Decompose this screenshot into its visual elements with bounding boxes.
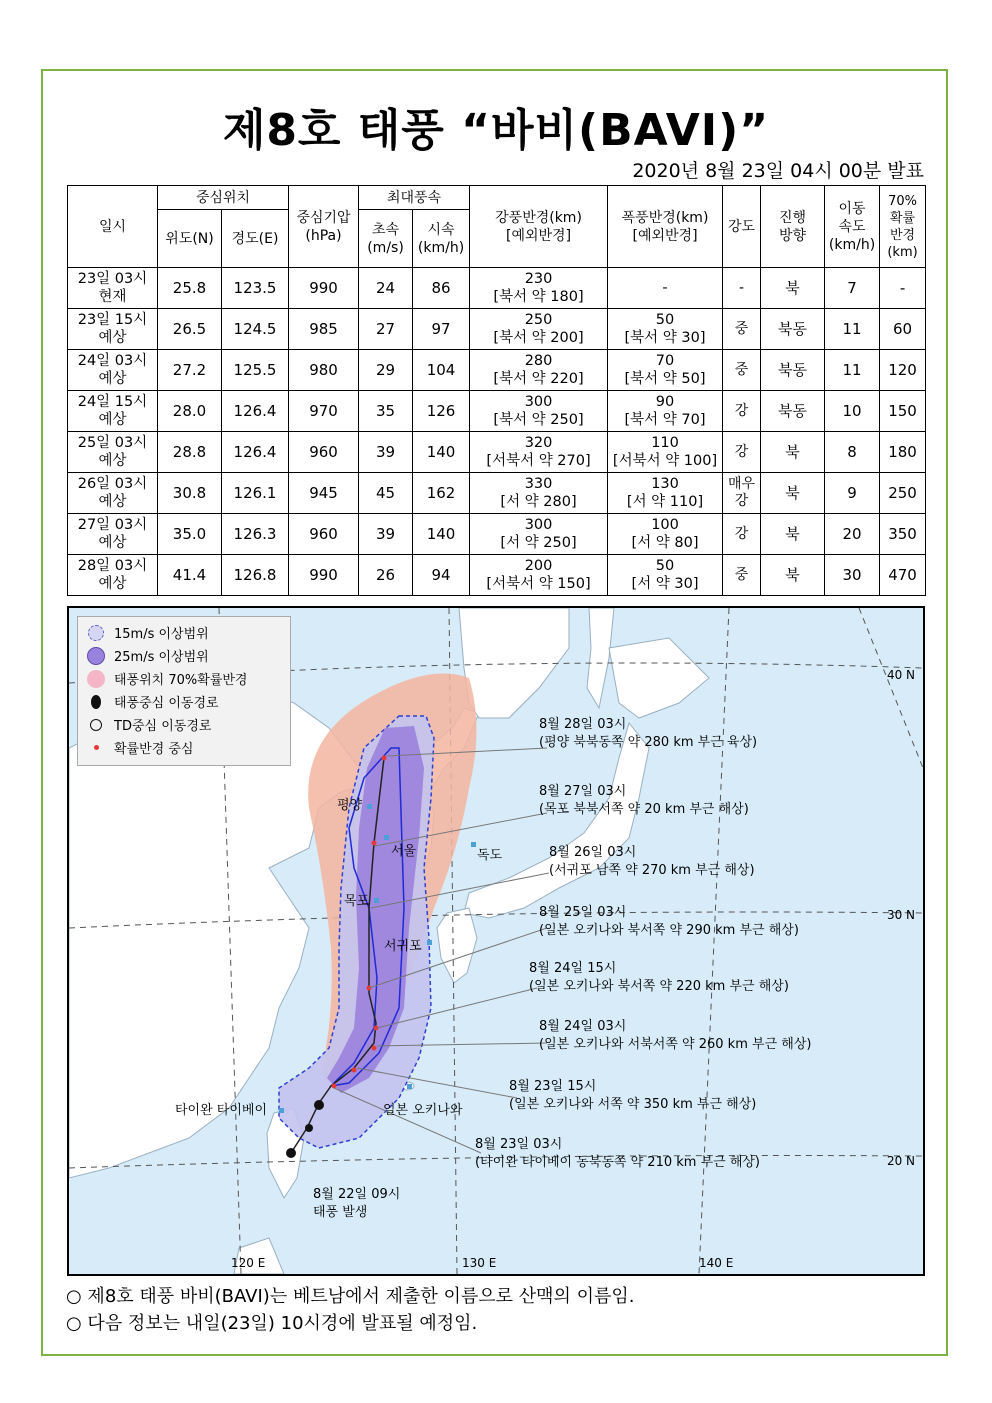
cell-lon: 126.4: [222, 391, 289, 432]
cell-p: 990: [289, 555, 359, 596]
annotation-date: 8월 23일 15시: [509, 1079, 597, 1094]
cell-lat: 28.8: [158, 432, 222, 473]
cell-spd: 10: [825, 391, 880, 432]
cell-lat: 30.8: [158, 473, 222, 514]
header-speed: 이동 속도 (km/h): [825, 186, 880, 268]
cell-lon: 126.1: [222, 473, 289, 514]
cell-lat: 41.4: [158, 555, 222, 596]
annotation-desc: (목포 북북서쪽 약 20 km 부근 해상): [539, 802, 749, 817]
table-row: [68, 391, 926, 432]
track-annotation: [539, 1018, 811, 1054]
cell-p: 990: [289, 268, 359, 309]
legend-label: 25m/s 이상범위: [114, 650, 209, 665]
header-prob-radius: 70% 확률 반경 (km): [880, 186, 926, 268]
typhoon-info-table: [67, 185, 926, 596]
land-russia: [459, 608, 569, 718]
cell-dir: 북동: [761, 350, 825, 391]
annotation-desc: (일본 오키나와 북서쪽 약 290 km 부근 해상): [539, 923, 799, 938]
lon-label-130: 130 E: [462, 1256, 497, 1270]
table-row: [68, 514, 926, 555]
legend-item: [84, 713, 284, 736]
track-annotation: [539, 716, 757, 752]
header-max-wind: 최대풍속: [359, 186, 470, 210]
cell-dir: 북: [761, 268, 825, 309]
header-direction: 진행 방향: [761, 186, 825, 268]
cell-ms: 26: [359, 555, 413, 596]
cell-spd: 9: [825, 473, 880, 514]
header-datetime: 일시: [68, 186, 158, 268]
header-pressure: 중심기압 (hPa): [289, 186, 359, 268]
cell-storm: 70 [북서 약 50]: [608, 350, 723, 391]
legend-item: [84, 667, 284, 690]
cell-ms: 45: [359, 473, 413, 514]
cell-strong: 300 [북서 약 250]: [470, 391, 608, 432]
place-okinawa: 일본 오키나와: [383, 1103, 463, 1118]
cell-ms: 24: [359, 268, 413, 309]
cell-kmh: 104: [413, 350, 470, 391]
cell-dt: 27일 03시 예상: [68, 514, 158, 555]
cell-dt: 24일 03시 예상: [68, 350, 158, 391]
annotation-date: 8월 26일 03시: [549, 845, 637, 860]
cell-strong: 320 [서북서 약 270]: [470, 432, 608, 473]
legend-item: [84, 621, 284, 644]
cell-dir: 북: [761, 432, 825, 473]
cell-spd: 30: [825, 555, 880, 596]
land-hokkaido: [609, 638, 709, 718]
lon-label-120: 120 E: [231, 1256, 266, 1270]
lat-label-40: 40 N: [886, 668, 915, 682]
cell-dir: 북동: [761, 391, 825, 432]
lat-label-20: 20 N: [886, 1154, 915, 1168]
annotation-date: 8월 22일 09시: [313, 1187, 401, 1202]
typhoon-symbol-icon: [91, 695, 101, 709]
annotation-date: 8월 23일 03시: [475, 1137, 563, 1152]
legend-item: [84, 690, 284, 713]
cell-lat: 28.0: [158, 391, 222, 432]
land-honshu: [464, 723, 649, 918]
page-title: 제8호 태풍 “바비(BAVI)”: [222, 105, 770, 156]
cell-int: 강: [723, 514, 761, 555]
cell-kmh: 126: [413, 391, 470, 432]
table-row: [68, 555, 926, 596]
typhoon-track-map: [67, 606, 925, 1276]
header-lat: 위도(N): [158, 210, 222, 268]
cell-spd: 8: [825, 432, 880, 473]
place-seogwipo: 서귀포: [384, 939, 422, 954]
annotation-desc: 태풍 발생: [313, 1205, 368, 1220]
cell-int: 중: [723, 350, 761, 391]
cell-lat: 25.8: [158, 268, 222, 309]
annotation-date: 8월 24일 03시: [539, 1019, 627, 1034]
lon-label-140: 140 E: [699, 1256, 734, 1270]
cell-prob: 120: [880, 350, 926, 391]
cell-prob: -: [880, 268, 926, 309]
cell-storm: 110 [서북서 약 100]: [608, 432, 723, 473]
note-2: ○ 다음 정보는 내일(23일) 10시경에 발표될 예정임.: [66, 1313, 478, 1334]
cell-dt: 28일 03시 예상: [68, 555, 158, 596]
header-center: 중심위치: [158, 186, 289, 210]
cell-spd: 20: [825, 514, 880, 555]
cell-prob: 60: [880, 309, 926, 350]
cell-dir: 북: [761, 473, 825, 514]
cell-kmh: 86: [413, 268, 470, 309]
cell-dir: 북동: [761, 309, 825, 350]
cell-int: 중: [723, 555, 761, 596]
cell-p: 970: [289, 391, 359, 432]
track-annotation: [509, 1078, 756, 1114]
annotation-desc: (서귀포 남쪽 약 270 km 부근 해상): [549, 863, 755, 878]
cell-strong: 250 [북서 약 200]: [470, 309, 608, 350]
track-annotation: [313, 1186, 400, 1222]
table-row: [68, 350, 926, 391]
cell-strong: 300 [서 약 250]: [470, 514, 608, 555]
header-lon: 경도(E): [222, 210, 289, 268]
legend-item: [84, 736, 284, 759]
cell-dt: 23일 15시 예상: [68, 309, 158, 350]
place-mokpo: 목포: [344, 894, 370, 909]
purple-circle-icon: [87, 647, 105, 665]
header-wind-kmh: 시속 (km/h): [413, 210, 470, 268]
annotation-desc: (일본 오키나와 서쪽 약 350 km 부근 해상): [509, 1097, 757, 1112]
pink-circle-icon: [87, 670, 105, 688]
cell-storm: 90 [북서 약 70]: [608, 391, 723, 432]
track-annotation: [529, 960, 789, 996]
map-legend: [77, 616, 291, 766]
cell-ms: 27: [359, 309, 413, 350]
cell-prob: 470: [880, 555, 926, 596]
td-symbol-icon: [90, 719, 102, 731]
cell-lat: 26.5: [158, 309, 222, 350]
cell-prob: 350: [880, 514, 926, 555]
cell-ms: 39: [359, 514, 413, 555]
cell-prob: 150: [880, 391, 926, 432]
annotation-desc: (일본 오키나와 서북서쪽 약 260 km 부근 해상): [539, 1037, 812, 1052]
track-annotation: [539, 783, 749, 819]
cell-storm: 130 [서 약 110]: [608, 473, 723, 514]
cell-storm: -: [608, 268, 723, 309]
cell-lat: 35.0: [158, 514, 222, 555]
annotation-date: 8월 27일 03시: [539, 784, 627, 799]
cell-int: 강: [723, 432, 761, 473]
cell-p: 980: [289, 350, 359, 391]
cell-lon: 125.5: [222, 350, 289, 391]
cell-dt: 23일 03시 현재: [68, 268, 158, 309]
cell-prob: 250: [880, 473, 926, 514]
cell-kmh: 94: [413, 555, 470, 596]
cell-strong: 280 [북서 약 220]: [470, 350, 608, 391]
cell-dt: 26일 03시 예상: [68, 473, 158, 514]
cell-spd: 11: [825, 309, 880, 350]
cell-dir: 북: [761, 555, 825, 596]
cell-ms: 39: [359, 432, 413, 473]
red-dot-icon: [94, 745, 99, 750]
place-dokdo: 독도: [477, 848, 503, 863]
place-seoul: 서울: [391, 844, 417, 859]
cell-storm: 100 [서 약 80]: [608, 514, 723, 555]
header-intensity: 강도: [723, 186, 761, 268]
table-row: [68, 309, 926, 350]
annotation-date: 8월 28일 03시: [539, 717, 627, 732]
legend-label: 태풍중심 이동경로: [114, 696, 219, 711]
annotation-date: 8월 24일 15시: [529, 961, 617, 976]
cell-int: 매우 강: [723, 473, 761, 514]
table-row: [68, 268, 926, 309]
cell-lon: 126.8: [222, 555, 289, 596]
cell-p: 985: [289, 309, 359, 350]
cell-ms: 35: [359, 391, 413, 432]
cell-kmh: 162: [413, 473, 470, 514]
cell-kmh: 140: [413, 514, 470, 555]
track-annotation: [539, 904, 799, 940]
track-annotation: [549, 844, 755, 880]
cell-strong: 200 [서북서 약 150]: [470, 555, 608, 596]
cell-lon: 123.5: [222, 268, 289, 309]
cell-kmh: 140: [413, 432, 470, 473]
cell-lon: 126.4: [222, 432, 289, 473]
table-row: [68, 473, 926, 514]
legend-item: [84, 644, 284, 667]
cell-p: 960: [289, 432, 359, 473]
cell-p: 945: [289, 473, 359, 514]
header-storm-radius: 폭풍반경(km) [예외반경]: [608, 186, 723, 268]
cell-int: 중: [723, 309, 761, 350]
cell-dir: 북: [761, 514, 825, 555]
cell-kmh: 97: [413, 309, 470, 350]
light-circle-icon: [88, 625, 104, 641]
cell-strong: 230 [북서 약 180]: [470, 268, 608, 309]
cell-storm: 50 [북서 약 30]: [608, 309, 723, 350]
notes: [66, 1283, 635, 1337]
cell-int: -: [723, 268, 761, 309]
track-annotation: [475, 1136, 760, 1172]
cell-dt: 24일 15시 예상: [68, 391, 158, 432]
cell-ms: 29: [359, 350, 413, 391]
annotation-date: 8월 25일 03시: [539, 905, 627, 920]
legend-label: 15m/s 이상범위: [114, 627, 209, 642]
annotation-desc: (평양 북북동쪽 약 280 km 부근 육상): [539, 735, 758, 750]
cell-int: 강: [723, 391, 761, 432]
cell-lat: 27.2: [158, 350, 222, 391]
table-row: [68, 432, 926, 473]
legend-label: 확률반경 중심: [114, 742, 194, 757]
lat-label-30: 30 N: [886, 908, 915, 922]
header-wind-ms: 초속 (m/s): [359, 210, 413, 268]
cell-strong: 330 [서 약 280]: [470, 473, 608, 514]
cell-storm: 50 [서 약 30]: [608, 555, 723, 596]
issued-time: 2020년 8월 23일 04시 00분 발표: [632, 160, 924, 182]
place-taipei: 타이완 타이베이: [175, 1103, 268, 1118]
legend-label: 태풍위치 70%확률반경: [114, 673, 248, 688]
annotation-desc: (일본 오키나와 북서쪽 약 220 km 부근 해상): [529, 979, 789, 994]
cell-spd: 7: [825, 268, 880, 309]
cell-dt: 25일 03시 예상: [68, 432, 158, 473]
cell-lon: 124.5: [222, 309, 289, 350]
land-kyushu: [437, 908, 477, 983]
cell-prob: 180: [880, 432, 926, 473]
cell-spd: 11: [825, 350, 880, 391]
legend-label: TD중심 이동경로: [114, 719, 212, 734]
note-1: ○ 제8호 태풍 바비(BAVI)는 베트남에서 제출한 이름으로 산맥의 이름임.: [66, 1286, 635, 1307]
cell-lon: 126.3: [222, 514, 289, 555]
header-strong-radius: 강풍반경(km) [예외반경]: [470, 186, 608, 268]
annotation-desc: (타이완 타이베이 동북동쪽 약 210 km 부근 해상): [475, 1155, 761, 1170]
cell-p: 960: [289, 514, 359, 555]
land-sakhalin: [587, 608, 614, 708]
place-pyongyang: 평양: [337, 798, 363, 813]
